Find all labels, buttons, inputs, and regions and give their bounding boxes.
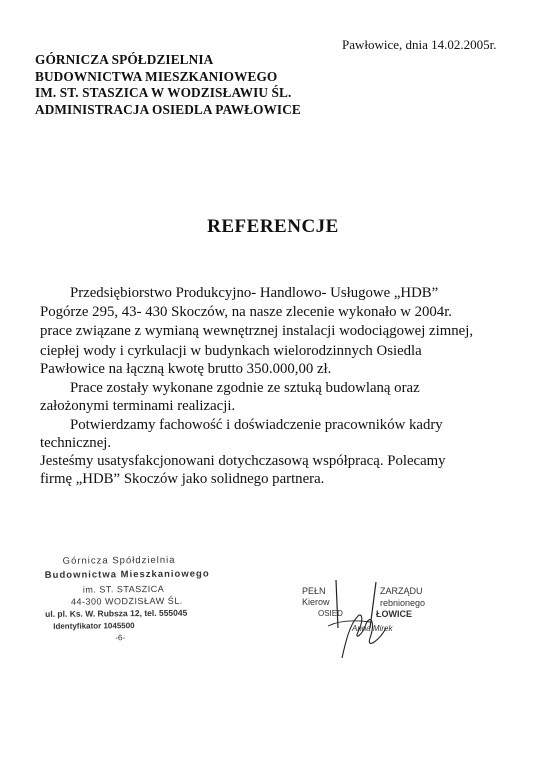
body-line: założonymi terminami realizacji. [40,398,236,414]
body-line: firmę „HDB” Skoczów jako solidnego partnera. [40,471,325,487]
stamp-line: ul. pl. Ks. W. Rubsza 12, tel. 555045 [45,607,188,619]
stamp-line: Identyfikator 1045500 [53,621,135,631]
stamp-line: -6- [115,633,126,643]
stamp-line: Budownictwa Mieszkaniowego [44,568,210,581]
stamp-line: ŁOWICE [376,609,412,619]
letterhead-line: GÓRNICZA SPÓŁDZIELNIA [35,52,214,67]
document-title: REFERENCJE [207,216,339,237]
body-line: Potwierdzamy fachowość i doświadczenie pracowników kadry [70,417,443,433]
stamp-line: Kierow [302,597,330,607]
body-line: Pogórze 295, 43- 430 Skoczów, na nasze zlecenie wykonało w 2004r. [40,304,453,320]
stamp-line: OSIED [318,609,343,618]
stamp-line: 44-300 WODZISŁAW ŚL. [70,595,183,607]
signature-stamp [300,580,460,660]
stamp-border-line [336,580,338,628]
body-line: Jesteśmy usatysfakcjonowani dotychczasową współpracą. Polecamy [40,453,446,469]
letterhead-line: BUDOWNICTWA MIESZKANIOWEGO [35,68,278,84]
body-line: Przedsiębiorstwo Produkcyjno- Handlowo- Usługowe „HDB” [70,285,439,301]
body-line: ciepłej wody i cyrkulacji w budynkach wielorodzinnych Osiedla [40,343,422,359]
cooperative-stamp [35,554,266,646]
stamp-line: Górnicza Spółdzielnia [62,554,176,567]
letterhead-line: IM. ST. STASZICA W WODZISŁAWIU ŚL. [35,85,292,100]
body-line: Prace zostały wykonane zgodnie ze sztuką budowlaną oraz [70,380,420,396]
stamp-line: ZARZĄDU [380,586,423,596]
stamp-line: Anna Mirek [352,624,393,633]
stamp-line: PEŁN [302,586,326,596]
stamp-line: rebnionego [380,598,426,608]
stamp-line: im. ST. STASZICA [82,583,165,595]
document-date: Pawłowice, dnia 14.02.2005r. [342,37,497,52]
body-line: Pawłowice na łączną kwotę brutto 350.000,00 zł. [40,361,332,377]
body-line: technicznej. [40,435,112,451]
body-line: prace związane z wymianą wewnętrznej instalacji wodociągowej zimnej, [40,323,474,339]
letterhead-line: ADMINISTRACJA OSIEDLA PAWŁOWICE [35,101,301,117]
letterhead [35,52,301,118]
stamp-border-line [370,582,376,628]
